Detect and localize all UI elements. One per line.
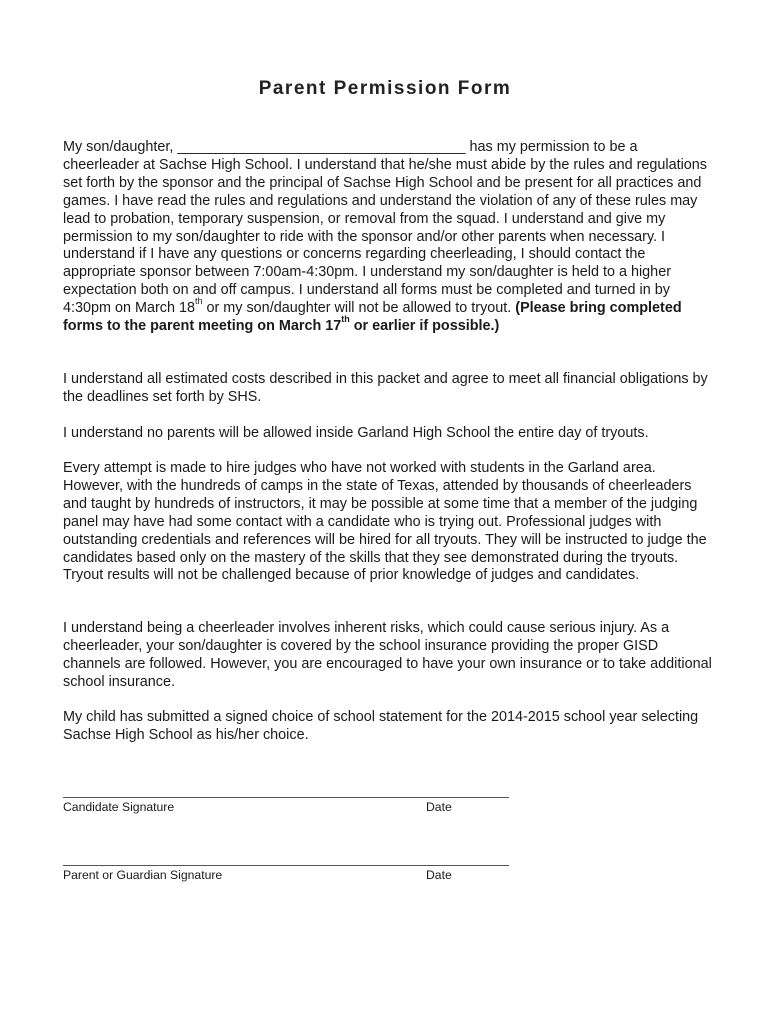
costs-paragraph: I understand all estimated costs described in this packet and agree to meet all financial obligations by the deadlines set forth by SHS. (63, 371, 708, 405)
permission-text-continued: or my son/daughter will not be allowed to tryout. (202, 300, 516, 317)
parent-signature-label: Parent or Guardian Signature (63, 868, 223, 882)
parent-signature-line[interactable] (63, 865, 509, 866)
judges-paragraph: Every attempt is made to hire judges who have not worked with students in the Garland area. However, with the hundreds of camps in the state of Texas, attended by thousands of cheerleaders and taught by hundreds of instructors, it may be possible at some time that a member of the judging panel may have had some contact with a candidate who is trying out. Professional judges with outstanding credentials and references will be hired for all tryouts. They will be instructed to judge the candidates based only on the mastery of the skills that they see demonstrated during the tryouts. Tryout results will not be challenged because of prior knowledge of judges and candidates. (63, 460, 707, 584)
page-title: Parent Permission Form (258, 78, 512, 99)
ordinal-suffix: th (195, 296, 203, 307)
permission-paragraph (63, 139, 715, 336)
risks-paragraph: I understand being a cheerleader involves inherent risks, which could cause serious injury. As a cheerleader, your son/daughter is covered by the school insurance providing the proper GISD channels are followed. However, you are encouraged to have your own insurance or to take additional school insurance. (63, 620, 712, 690)
candidate-signature-line[interactable] (63, 797, 509, 798)
permission-text: My son/daughter, ____________________________________ has my permission to be a cheerleader at Sachse High School. I understand that he/she must abide by the rules and regulations set forth by the sponsor and the principal of Sachse High School and be present for all practices and games. I have read the rules and regulations and understand the violation of any of these rules may lead to probation, temporary suspension, or removal from the squad. I understand and give my permission to my son/daughter to ride with the sponsor and/or other parents when necessary. I understand if I have any questions or concerns regarding cheerleading, I should contact the appropriate sponsor between 7:00am-4:30pm. I understand my son/daughter is held to a higher expectation both on and off campus. I understand all forms must be completed and turned in by 4:30pm on March 18 (63, 139, 707, 317)
meeting-note: (Please bring completed forms to the parent meeting on March 17 (63, 300, 682, 335)
candidate-date-label: Date (426, 800, 452, 814)
candidate-signature-label: Candidate Signature (63, 800, 175, 814)
meeting-note-end: or earlier if possible.) (349, 318, 500, 335)
ordinal-suffix: th (341, 314, 350, 325)
school-choice-paragraph: My child has submitted a signed choice of school statement for the 2014-2015 school year selecting Sachse High School as his/her choice. (63, 709, 699, 743)
parents-paragraph: I understand no parents will be allowed inside Garland High School the entire day of tryouts. (63, 425, 649, 441)
parent-date-label: Date (426, 868, 452, 882)
